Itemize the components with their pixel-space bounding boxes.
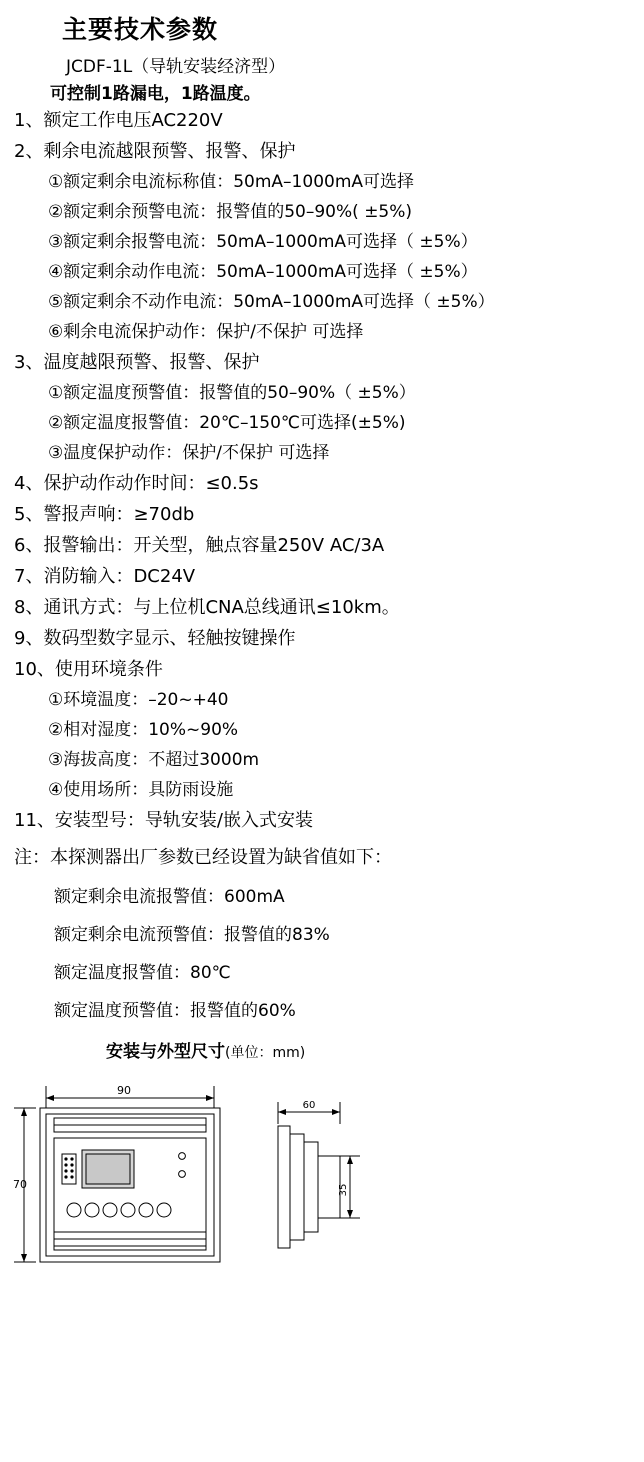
spec-item: 11、安装型号：导轨安装/嵌入式安装 <box>14 810 313 831</box>
spec-item: 3、温度越限预警、报警、保护 <box>14 352 260 373</box>
spec-subitem: ⑤额定剩余不动作电流：50mA–1000mA可选择（ ±5%） <box>48 292 495 312</box>
spec-item: 7、消防输入：DC24V <box>14 566 196 587</box>
spec-subitem: ②额定温度报警值：20℃–150℃可选择(±5%) <box>48 413 406 433</box>
default-setting: 额定温度预警值：报警值的60% <box>54 1001 296 1021</box>
spec-subitem: ①环境温度：–20~+40 <box>48 690 229 710</box>
dimensions-heading-text: 安装与外型尺寸 <box>106 1042 225 1062</box>
spec-subitem: ③温度保护动作：保护/不保护 可选择 <box>48 443 330 463</box>
front-width-label: 90 <box>117 1084 131 1097</box>
spec-subitem: ③额定剩余报警电流：50mA–1000mA可选择（ ±5%） <box>48 232 478 252</box>
dimensions-unit-label: (单位：mm) <box>225 1045 306 1061</box>
side-height-label: 35 <box>338 1183 349 1197</box>
spec-subitem: ④使用场所：具防雨设施 <box>48 780 234 800</box>
model-name: JCDF-1L（导轨安装经济型） <box>66 57 286 77</box>
spec-subitem: ③海拔高度：不超过3000m <box>48 750 260 770</box>
spec-item: 10、使用环境条件 <box>14 659 163 680</box>
spec-subitem: ②相对湿度：10%~90% <box>48 720 239 740</box>
spec-item: 6、报警输出：开关型，触点容量250V AC/3A <box>14 535 385 556</box>
dimension-drawing <box>10 1070 634 1285</box>
dimensions-heading <box>106 1037 634 1062</box>
default-setting: 额定剩余电流预警值：报警值的83% <box>54 925 330 945</box>
spec-subitem: ⑥剩余电流保护动作：保护/不保护 可选择 <box>48 322 364 342</box>
model-description: 可控制1路漏电，1路温度。 <box>50 84 261 104</box>
spec-subitem: ①额定剩余电流标称值：50mA–1000mA可选择 <box>48 172 415 192</box>
spec-subitem: ①额定温度预警值：报警值的50–90%（ ±5%） <box>48 383 416 403</box>
spec-item: 4、保护动作动作时间：≤0.5s <box>14 473 259 494</box>
default-settings-note: 注：本探测器出厂参数已经设置为缺省值如下： <box>14 847 392 868</box>
spec-subitem: ②额定剩余预警电流：报警值的50–90%( ±5%) <box>48 202 413 222</box>
spec-subitem: ④额定剩余动作电流：50mA–1000mA可选择（ ±5%） <box>48 262 478 282</box>
default-setting: 额定剩余电流报警值：600mA <box>54 887 285 907</box>
spec-item: 5、警报声响：≥70db <box>14 504 195 525</box>
page-title: 主要技术参数 <box>62 15 219 44</box>
spec-item: 2、剩余电流越限预警、报警、保护 <box>14 141 296 162</box>
front-height-label: 70 <box>13 1178 27 1191</box>
spec-item: 9、数码型数字显示、轻触按键操作 <box>14 628 296 649</box>
spec-item: 1、额定工作电压AC220V <box>14 110 223 131</box>
default-setting: 额定温度报警值：80℃ <box>54 963 231 983</box>
side-width-label: 60 <box>302 1100 316 1111</box>
spec-item: 8、通讯方式：与上位机CNA总线通讯≤10km。 <box>14 597 400 618</box>
